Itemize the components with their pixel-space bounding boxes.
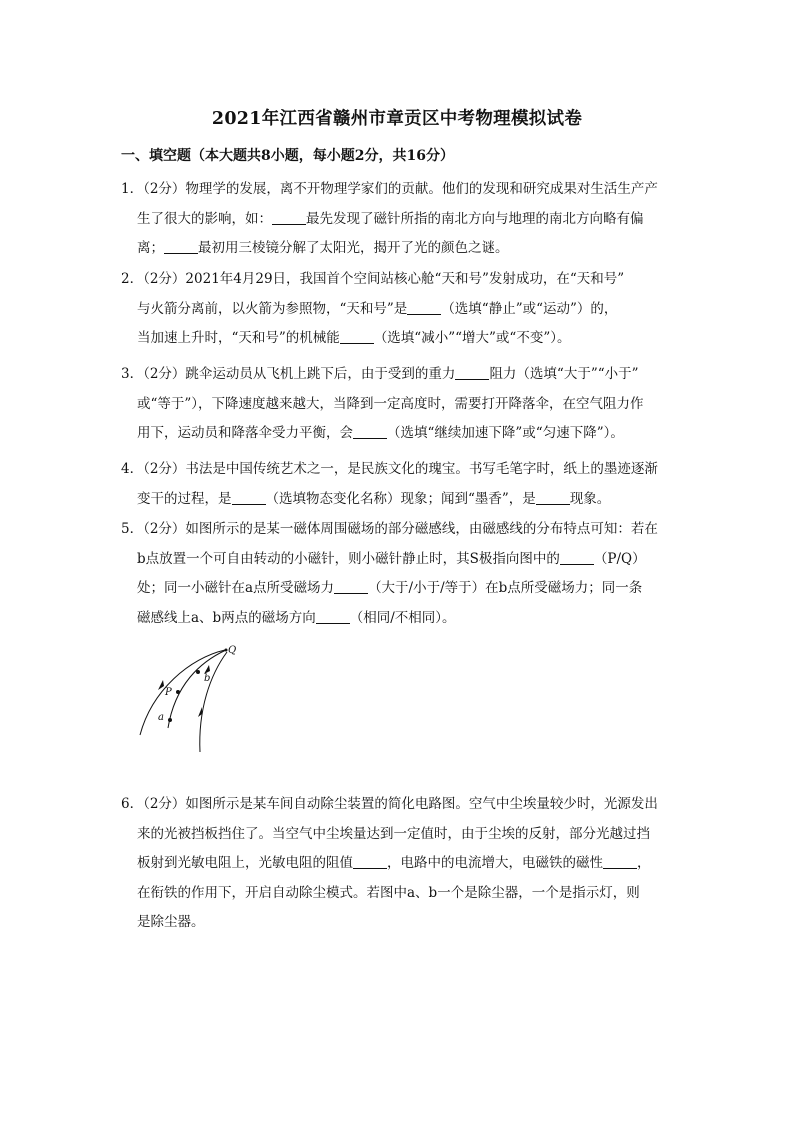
question-6 [121, 790, 681, 938]
question-text: 来的光被挡板挡住了。当空气中尘埃量达到一定值时，由于尘埃的反射，部分光越过挡 [137, 825, 650, 842]
question-text: 在衔铁的作用下，开启自动除尘模式。若图中a、b一个是除尘器，一个是指示灯，则 [137, 884, 640, 901]
question-text: 最初用三棱镜分解了太阳光，揭开了光的颜色之谜。 [198, 240, 509, 256]
answer-blank[interactable] [164, 239, 198, 254]
question-text: 或“等于”），下降速度越来越大，当降到一定高度时，需要打开降落伞，在空气阻力作 [137, 395, 644, 412]
question-text: （选填“静止”或“运动”）的， [441, 300, 618, 317]
answer-blank[interactable] [536, 490, 570, 505]
point-p [176, 690, 180, 694]
answer-blank[interactable] [407, 300, 441, 315]
question-text: 磁感线上a、b两点的磁场方向 [137, 609, 316, 626]
question-text: 6．（2分）如图所示是某车间自动除尘装置的简化电路图。空气中尘埃量较少时，光源发出 [121, 796, 658, 812]
label-a: a [158, 712, 164, 723]
question-text: 1．（2分）物理学的发展，离不开物理学家们的贡献。他们的发现和研究成果对生活生产产 [121, 181, 658, 197]
question-text: 与火箭分离前，以火箭为参照物，“天和号”是 [137, 300, 408, 317]
field-line-inner [200, 652, 227, 752]
field-line-middle [168, 650, 226, 728]
section-heading: 一、填空题（本大题共8小题，每小题2分，共16分） [121, 148, 454, 164]
question-line [121, 390, 681, 420]
question-line [121, 849, 681, 879]
field-line-outer [140, 650, 225, 735]
question-line [121, 820, 681, 850]
question-text: （大于/小于/等于）在b点所受磁场力；同一条 [368, 580, 643, 596]
label-p: P [165, 687, 172, 698]
question-text: 阻力（选填“大于”“小于” [489, 366, 639, 382]
magnetic-field-figure [130, 640, 250, 760]
question-line [121, 515, 681, 545]
question-5 [121, 515, 681, 633]
question-line [121, 545, 681, 575]
answer-blank[interactable] [560, 550, 594, 565]
question-text: b点放置一个可自由转动的小磁针，则小磁针静止时，其S极指向图中的 [137, 550, 560, 567]
question-line [121, 604, 681, 634]
question-line [121, 175, 681, 205]
question-3 [121, 360, 681, 449]
question-line [121, 205, 681, 235]
question-4 [121, 455, 681, 514]
answer-blank[interactable] [353, 854, 387, 869]
answer-blank[interactable] [353, 424, 387, 439]
question-line [121, 485, 681, 515]
question-text: ，电路中的电流增大，电磁铁的磁性 [387, 855, 603, 871]
question-line [121, 265, 681, 295]
question-text: 最先发现了磁针所指的南北方向与地理的南北方向略有偏 [306, 210, 644, 227]
answer-blank[interactable] [232, 490, 266, 505]
question-text: 2．（2分）2021年4月29日，我国首个空间站核心舱“天和号”发射成功，在“天和号” [121, 271, 625, 287]
question-text: 用下，运动员和降落伞受力平衡，会 [137, 425, 353, 441]
point-a [168, 718, 172, 722]
answer-blank[interactable] [316, 609, 350, 624]
question-text: 5．（2分）如图所示的是某一磁体周围磁场的部分磁感线，由磁感线的分布特点可知：若在 [121, 521, 658, 537]
answer-blank[interactable] [603, 854, 637, 869]
label-q: Q [228, 645, 237, 656]
arrow-head [158, 680, 164, 690]
answer-blank[interactable] [272, 210, 306, 225]
question-text: 板射到光敏电阻上，光敏电阻的阻值 [137, 855, 353, 871]
exam-title: 2021年江西省赣州市章贡区中考物理模拟试卷 [211, 109, 583, 129]
question-text: 变干的过程，是 [137, 490, 232, 507]
question-text: （相同/不相同）。 [349, 609, 456, 626]
question-1 [121, 175, 681, 264]
question-line [121, 574, 681, 604]
question-text: 4．（2分）书法是中国传统艺术之一，是民族文化的瑰宝。书写毛笔字时，纸上的墨迹逐渐 [121, 461, 658, 477]
point-b [196, 670, 200, 674]
question-line [121, 324, 681, 354]
answer-blank[interactable] [340, 329, 374, 344]
question-line [121, 908, 681, 938]
question-text: （选填物态变化名称）现象；闻到“墨香”，是 [265, 490, 536, 507]
question-text: （选填“继续加速下降”或“匀速下降”）。 [387, 425, 624, 441]
question-text: 生了很大的影响，如： [137, 210, 272, 227]
question-line [121, 234, 681, 264]
question-2 [121, 265, 681, 354]
question-line [121, 455, 681, 485]
question-text: 处；同一小磁针在a点所受磁场力 [137, 580, 335, 596]
question-text: 现象。 [569, 490, 611, 507]
question-line [121, 419, 681, 449]
question-text: （P/Q） [593, 550, 646, 567]
question-text: 当加速上升时，“天和号”的机械能 [137, 330, 340, 346]
question-line [121, 790, 681, 820]
answer-blank[interactable] [334, 579, 368, 594]
question-text: 离； [137, 240, 164, 256]
question-line [121, 295, 681, 325]
question-text: ， [637, 855, 651, 871]
question-line [121, 879, 681, 909]
question-text: 3．（2分）跳伞运动员从飞机上跳下后，由于受到的重力 [121, 366, 456, 382]
answer-blank[interactable] [455, 365, 489, 380]
question-text: （选填“减小”“增大”或“不变”）。 [373, 330, 571, 346]
question-line [121, 360, 681, 390]
question-text: 是除尘器。 [137, 914, 205, 930]
label-b: b [204, 673, 211, 684]
